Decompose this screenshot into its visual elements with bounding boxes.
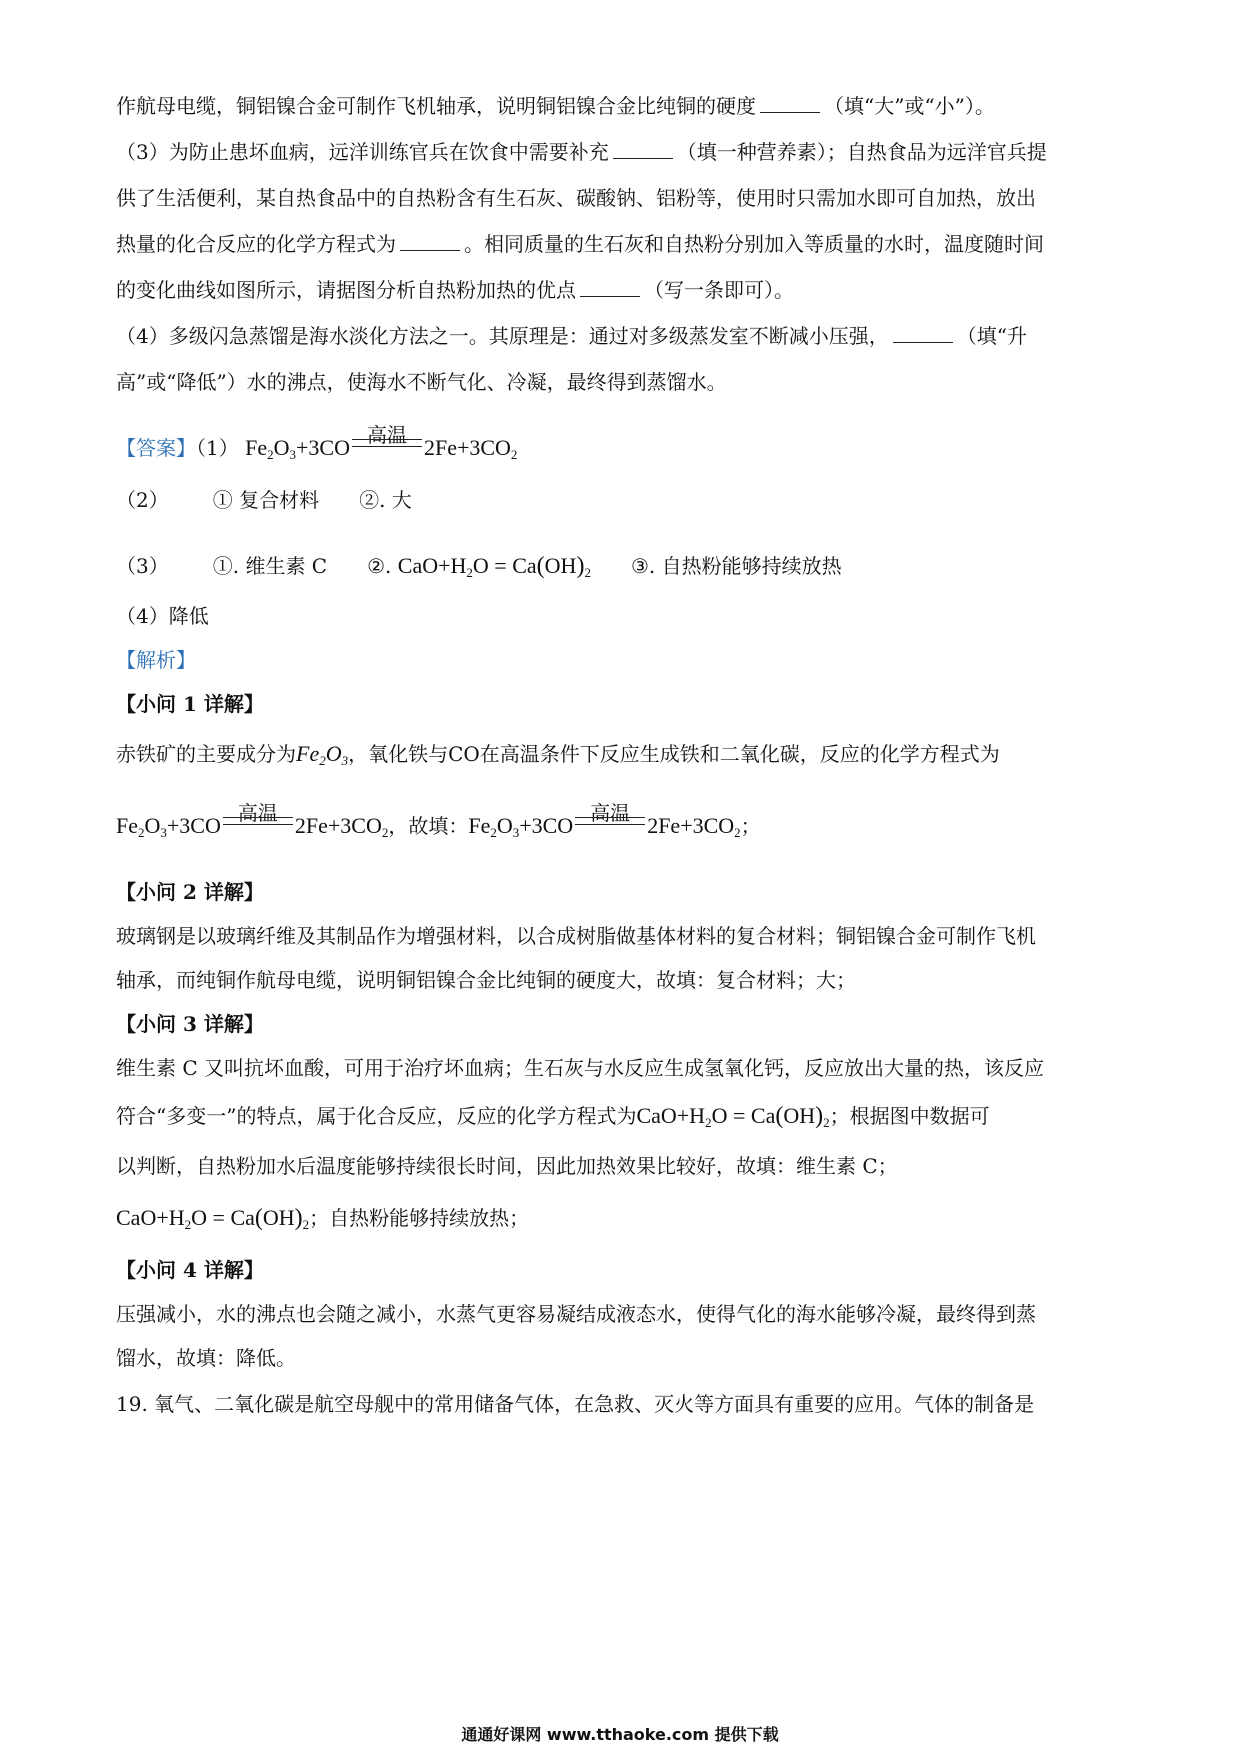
answer-blank [893,324,953,343]
answer-item: ③. 自热粉能够持续放热 [630,554,842,578]
analysis-text: 维生素 C 又叫抗坏血酸，可用于治疗坏血病；生石灰与水反应生成氢氧化钙，反应放出大量的热，该反应 [116,1056,1045,1080]
text: 作航母电缆，铜铝镍合金可制作飞机轴承，说明铜铝镍合金比纯铜的硬度 [116,94,756,118]
text: 的变化曲线如图所示，请据图分析自热粉加热的优点 [116,278,576,302]
equation-cao: $CaO+H_2O = Ca(OH)_2$ [636,1103,830,1130]
text: （填“升 [956,324,1027,348]
question-line [116,276,794,304]
question-line [116,138,1047,166]
equation-fe2o3: $Fe_2O_3+3CO$ 高温 $2Fe+3CO_2$ [245,423,518,462]
answer-item: ②. 大 [359,488,412,512]
reaction-condition: 高温 [575,825,645,833]
answer-item: ①. 维生素 C [212,554,328,578]
text: （填“大”或“小”）。 [824,94,995,118]
text: 。相同质量的生石灰和自热粉分别加入等质量的水时，温度随时间 [464,232,1044,256]
subquestion-3-heading: 【小问 3 详解】 [116,1012,264,1036]
text: 热量的化合反应的化学方程式为 [116,232,396,256]
subquestion-2-heading: 【小问 2 详解】 [116,880,264,904]
reaction-condition: 高温 [352,447,422,455]
answer-line-3 [116,552,842,580]
text: （填一种营养素）；自热食品为远洋官兵提 [676,140,1047,164]
text: （4）多级闪急蒸馏是海水淡化方法之一。其原理是：通过对多级蒸发室不断减小压强， [116,324,889,348]
text: （3）为防止患坏血病，远洋训练官兵在饮食中需要补充 [116,140,609,164]
answer-line-4: （4）降低 [116,604,209,628]
analysis-tag: 【解析】 [116,648,196,672]
question-line: 供了生活便利，某自热食品中的自热粉含有生石灰、碳酸钠、铝粉等，使用时只需加水即可自加热，放出 [116,186,1036,210]
answer-line-1 [116,423,518,462]
subquestion-1-heading: 【小问 1 详解】 [116,692,264,716]
label: （1） [196,436,239,460]
question-line [116,322,1027,350]
question-line [116,92,995,120]
analysis-text: 压强减小，水的沸点也会随之减小，水蒸气更容易凝结成液态水，使得气化的海水能够冷凝，最终得到蒸 [116,1302,1036,1326]
answer-item: ① 复合材料 [212,488,320,512]
label: （3） [116,554,169,578]
analysis-text: 赤铁矿的主要成分为$Fe_2O_3$，氧化铁与CO在高温条件下反应生成铁和二氧化碳，反应的化学方程式为 [116,741,1000,768]
label: （2） [116,488,169,512]
question-line: 高”或“降低”）水的沸点，使海水不断气化、冷凝，最终得到蒸馏水。 [116,370,727,394]
analysis-text: 轴承，而纯铜作航母电缆，说明铜铝镍合金比纯铜的硬度大，故填：复合材料；大； [116,968,856,992]
reaction-condition: 高温 [223,825,293,833]
question-19: 19. 氧气、二氧化碳是航空母舰中的常用储备气体，在急救、灭火等方面具有重要的应用。气体的制备是 [116,1392,1035,1416]
analysis-text: 玻璃钢是以玻璃纤维及其制品作为增强材料，以合成树脂做基体材料的复合材料；铜铝镍合金可制作飞机 [116,924,1036,948]
equation-fe2o3: $Fe_2O_3+3CO$ 高温 $2Fe+3CO_2$ [116,801,389,840]
answer-blank [400,232,460,251]
equation-fe2o3: $Fe_2O_3+3CO$ 高温 $2Fe+3CO_2$ [468,801,741,840]
analysis-text: 以判断，自热粉加水后温度能够持续很长时间，因此加热效果比较好，故填：维生素 C； [116,1154,898,1178]
equation-cao: $CaO+H_2O = Ca(OH)_2$ [397,553,591,580]
analysis-text: $CaO+H_2O = Ca(OH)_2$；自热粉能够持续放热； [116,1205,530,1232]
answer-blank [613,140,673,159]
analysis-text: $Fe_2O_3+3CO$ 高温 $2Fe+3CO_2$，故填：$Fe_2O_3+3CO$ 高温 $2Fe+3CO_2$； [116,801,761,840]
question-line [116,230,1044,258]
answer-blank [580,278,640,297]
answer-blank [760,94,820,113]
answer-tag: 【答案】 [116,436,196,460]
text: （写一条即可）。 [644,278,794,302]
analysis-text: 符合“多变一”的特点，属于化合反应，反应的化学方程式为$CaO+H_2O = Ca(OH)_2$；根据图中数据可 [116,1103,990,1130]
answer-line-2 [116,486,412,514]
analysis-text: 馏水，故填：降低。 [116,1346,296,1370]
answer-item: ②. [367,554,392,578]
footer-watermark: 通通好课网 www.tthaoke.com 提供下载 [461,1725,779,1744]
subquestion-4-heading: 【小问 4 详解】 [116,1258,264,1282]
equation-cao: $CaO+H_2O = Ca(OH)_2$ [116,1205,310,1232]
